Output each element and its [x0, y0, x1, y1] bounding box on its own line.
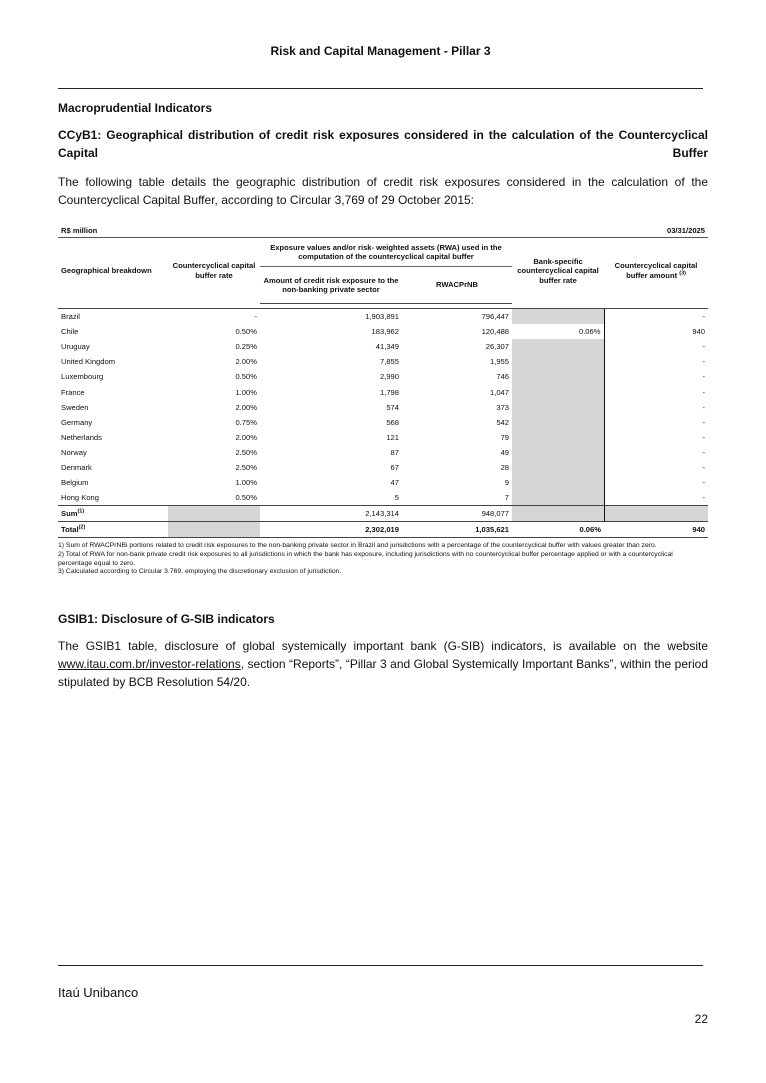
- total-label: Total: [61, 525, 79, 535]
- cell-rwacprnb: 746: [496, 372, 510, 382]
- col-header-buffer-amount: [604, 238, 708, 304]
- cell-bank-rate: [512, 430, 604, 445]
- cell-ccyb-rate: 0.50%: [235, 493, 257, 503]
- table-row: [58, 369, 708, 384]
- table-row: [58, 460, 708, 475]
- table-row: [58, 339, 708, 354]
- cell-sum-rwacprnb: 948,077: [402, 506, 512, 522]
- cell-rwacprnb: 1,955: [490, 357, 510, 367]
- cell-rwacprnb: 49: [500, 447, 510, 457]
- cell-country: Germany: [61, 417, 93, 427]
- cell-buffer-amount: -: [702, 357, 706, 367]
- page-header-title: Risk and Capital Management - Pillar 3: [270, 44, 491, 58]
- table-row: [58, 475, 708, 490]
- buffer-amount-label: Countercyclical capital buffer amount: [614, 261, 698, 280]
- cell-total-rwacprnb: 1,035,621: [402, 522, 512, 538]
- cell-country: France: [61, 387, 85, 397]
- table-row: [58, 430, 708, 445]
- cell-total-label: [58, 522, 168, 538]
- col-header-geo: Geographical breakdown: [61, 266, 152, 275]
- cell-ccyb-rate: 1.00%: [235, 478, 257, 488]
- cell-ccyb-rate: 2.00%: [235, 402, 257, 412]
- footer-organization: Itaú Unibanco: [58, 985, 139, 1000]
- cell-rwacprnb: 542: [496, 417, 510, 427]
- cell-country: Luxembourg: [61, 372, 104, 382]
- table-row: [58, 354, 708, 369]
- cell-buffer-amount: -: [702, 387, 706, 397]
- cell-bank-rate: [512, 309, 604, 325]
- cell-rwacprnb: 373: [496, 402, 510, 412]
- cell-rwacprnb: 7: [504, 493, 510, 503]
- cell-amount: 183,962: [371, 327, 399, 337]
- cell-bank-rate: [512, 369, 604, 384]
- cell-total-bank-rate: 0.06%: [512, 522, 604, 538]
- cell-buffer-amount: -: [702, 447, 706, 457]
- cell-buffer-amount: -: [702, 432, 706, 442]
- section-title-macroprudential: Macroprudential Indicators: [58, 101, 213, 115]
- ccyb1-data-table: [58, 238, 708, 538]
- table-row: [58, 445, 708, 460]
- cell-bank-rate: [512, 354, 604, 369]
- table-row: [58, 490, 708, 506]
- cell-country: Belgium: [61, 478, 89, 488]
- footnote-item: 3) Calculated according to Circular 3.769, employing the discretionary exclusion of jurisdiction.: [58, 568, 342, 576]
- cell-buffer-amount: -: [702, 372, 706, 382]
- table-caption-row: [58, 226, 708, 238]
- cell-ccyb-rate: 1.00%: [235, 387, 257, 397]
- cell-rwacprnb: 120,488: [481, 327, 510, 337]
- footnote-item: 2) Total of RWA for non-bank private credit risk exposures to all jurisdictions in which the bank has exposure, including jurisdictions with no countercyclical buffer percentage applied or with a countercyclical percentage equal to zero.: [58, 550, 673, 567]
- cell-ccyb-rate: 2.50%: [235, 447, 257, 457]
- cell-amount: 7,855: [379, 357, 399, 367]
- table-row-sum: [58, 506, 708, 522]
- table-body: [58, 309, 708, 538]
- cell-total-buffer-amount: 940: [604, 522, 708, 538]
- table-row: [58, 324, 708, 339]
- section-intro-paragraph: The following table details the geographic distribution of credit risk exposures considered in the calculation of the Countercyclical Capital Buffer, according to Circular 3,769 of 29 October 2015:: [58, 175, 708, 207]
- col-header-amount: Amount of credit risk exposure to the non-banking private sector: [260, 267, 402, 304]
- cell-country: Netherlands: [61, 432, 102, 442]
- cell-bank-rate: [512, 475, 604, 490]
- cell-sum-label: [58, 506, 168, 522]
- cell-ccyb-rate: 0.75%: [235, 417, 257, 427]
- cell-ccyb-rate: 2.50%: [235, 462, 257, 472]
- footer-divider: [58, 965, 703, 966]
- cell-ccyb-rate: 0.50%: [235, 372, 257, 382]
- section-subtitle-ccyb1: CCyB1: Geographical distribution of credit risk exposures considered in the calculation of the Countercyclical Capital Buffer: [58, 128, 708, 160]
- cell-ccyb-rate: 2.00%: [235, 432, 257, 442]
- cell-bank-rate: [512, 445, 604, 460]
- cell-amount: 568: [386, 417, 399, 427]
- col-header-rwacprnb: RWACPrNB: [402, 267, 512, 304]
- cell-buffer-amount: -: [702, 478, 706, 488]
- cell-ccyb-rate: -: [254, 312, 257, 322]
- cell-amount: 67: [390, 462, 399, 472]
- cell-amount: 1,798: [379, 387, 399, 397]
- cell-bank-rate: 0.06%: [512, 324, 604, 339]
- col-header-bank-rate: Bank-specific countercyclical capital buffer rate: [517, 256, 599, 285]
- cell-country: Norway: [61, 447, 87, 457]
- cell-amount: 1,903,891: [365, 312, 399, 322]
- table-row: [58, 415, 708, 430]
- cell-ccyb-rate: 2.00%: [235, 357, 257, 367]
- cell-amount: 2,990: [379, 372, 399, 382]
- cell-bank-rate: [512, 339, 604, 354]
- cell-rwacprnb: 9: [504, 478, 510, 488]
- cell-rwacprnb: 26,307: [485, 342, 510, 352]
- cell-sum-bank-rate-blank: [512, 506, 604, 522]
- total-note: (2): [78, 524, 86, 531]
- cell-sum-rate-blank: [168, 506, 260, 522]
- table-footnotes: [58, 542, 698, 577]
- cell-buffer-amount: -: [702, 402, 706, 412]
- cell-amount: 87: [390, 447, 399, 457]
- header-divider: [58, 88, 703, 89]
- cell-bank-rate: [512, 400, 604, 415]
- table-row: [58, 400, 708, 415]
- cell-rwacprnb: 1,047: [490, 387, 510, 397]
- cell-bank-rate: [512, 460, 604, 475]
- col-header-exposure-group: Exposure values and/or risk- weighted assets (RWA) used in the computation of the countercyclical capital buffer: [260, 238, 512, 267]
- cell-amount: 47: [390, 478, 399, 488]
- cell-buffer-amount: -: [702, 312, 706, 322]
- cell-total-rate-blank: [168, 522, 260, 538]
- cell-rwacprnb: 79: [500, 432, 510, 442]
- cell-rwacprnb: 28: [500, 462, 510, 472]
- page-number: 22: [694, 1012, 708, 1026]
- gsib1-text-end: , section “Reports”, “Pillar 3 and Global Systemically Important Banks”, within the period stipulated by BCB Resolution 54/20.: [58, 657, 708, 689]
- cell-ccyb-rate: 0.25%: [235, 342, 257, 352]
- cell-country: Chile: [61, 327, 79, 337]
- cell-amount: 574: [386, 402, 399, 412]
- table-date: 03/31/2025: [666, 226, 705, 235]
- cell-country: Uruguay: [61, 342, 90, 352]
- buffer-amount-note: (3): [679, 270, 686, 277]
- cell-bank-rate: [512, 490, 604, 506]
- cell-amount: 121: [386, 432, 399, 442]
- cell-buffer-amount: -: [702, 417, 706, 427]
- cell-sum-amount: 2,143,314: [260, 506, 402, 522]
- investor-relations-link[interactable]: www.itau.com.br/investor-relations: [58, 657, 241, 671]
- sum-note: (1): [77, 508, 85, 515]
- cell-amount: 41,349: [375, 342, 399, 352]
- cell-amount: 5: [394, 493, 399, 503]
- cell-ccyb-rate: 0.50%: [235, 327, 257, 337]
- cell-country: United Kingdom: [61, 357, 116, 367]
- cell-country: Hong Kong: [61, 493, 99, 503]
- cell-total-amount: 2,302,019: [260, 522, 402, 538]
- sum-label: Sum: [61, 509, 78, 519]
- table-row: [58, 384, 708, 399]
- gsib1-text-start: The GSIB1 table, disclosure of global systemically important bank (G-SIB) indicators, is available on the website: [58, 639, 708, 653]
- cell-sum-buffer-blank: [604, 506, 708, 522]
- section-title-gsib1: GSIB1: Disclosure of G-SIB indicators: [58, 612, 275, 626]
- cell-country: Denmark: [61, 462, 92, 472]
- footnote-item: 1) Sum of RWACPrNBi portions related to credit risk exposures to the non-banking private sector in Brazil and jurisdictions with a percentage of the countercyclical buffer with values greater than zero.: [58, 542, 657, 549]
- cell-buffer-amount: -: [702, 493, 706, 503]
- ccyb1-table: [58, 226, 708, 538]
- gsib1-paragraph: [58, 637, 708, 691]
- cell-rwacprnb: 796,447: [481, 312, 510, 322]
- table-row: [58, 309, 708, 325]
- cell-buffer-amount: -: [702, 342, 706, 352]
- cell-bank-rate: [512, 415, 604, 430]
- cell-buffer-amount: -: [702, 462, 706, 472]
- cell-bank-rate: [512, 384, 604, 399]
- table-row-total: [58, 522, 708, 538]
- cell-buffer-amount: 940: [692, 327, 706, 337]
- cell-country: Sweden: [61, 402, 89, 412]
- cell-country: Brazil: [61, 312, 80, 322]
- table-unit: R$ million: [61, 226, 98, 235]
- col-header-ccyb-rate: Countercyclical capital buffer rate: [172, 261, 256, 280]
